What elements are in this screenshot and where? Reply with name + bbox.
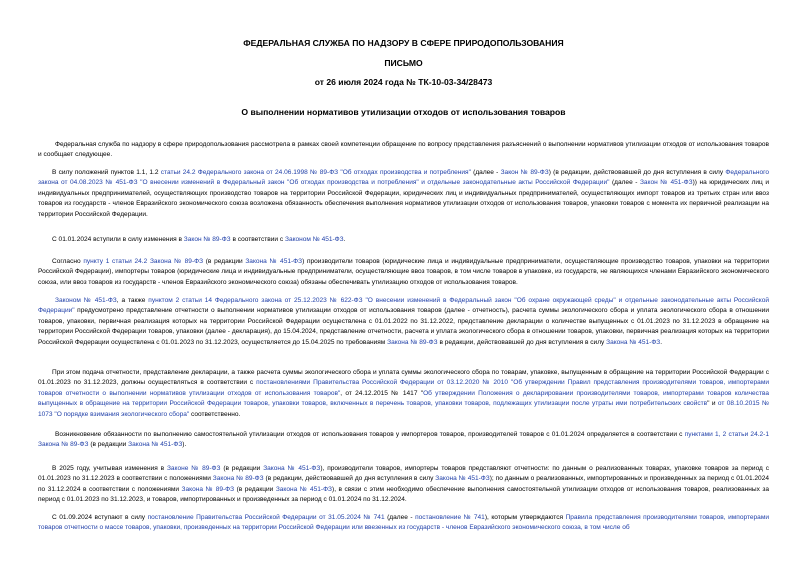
legal-reference-link[interactable]: Закона № 451-ФЗ <box>128 441 183 449</box>
paragraph-1 <box>38 140 769 161</box>
legal-reference-link[interactable]: Правила представления производителями товаров, импортерами товаров отчетности о массе товаров, упаковки, произведенных на территории Российской Федерации или ввезенных из государств - членов Евразийского экономического союза, в том числе об <box>38 514 769 532</box>
legal-reference-link[interactable]: Законе № 89-ФЗ <box>166 465 221 472</box>
paragraph-9 <box>38 513 769 534</box>
document-type: ПИСЬМО <box>384 58 423 68</box>
paragraph-text: При этом подача отчетности, представление декларации, а также расчета суммы экологического сбора и уплата суммы экологического сбора по товарам, упаковке, выпущенным в обращение на территории Российской Федерации с 01.01.2023 по 31.12.2023, должны осуществляться в соответствии с <box>38 369 769 387</box>
legal-reference-link[interactable]: пунктом 2 статьи 14 Федерального закона от 25.12.2023 № 622-ФЗ "О внесении изменений в Федеральный закон "Об охране окружающей среды" и отдельные законодательные акты Российской Федерации" <box>38 297 769 315</box>
legal-reference-link[interactable]: статьи 24.2 Федерального закона от 24.06.1998 № 89-ФЗ "Об отходах производства и потребления" <box>160 169 471 176</box>
legal-reference-link[interactable]: пункту 1 статьи 24.2 Закона № 89-ФЗ <box>83 258 204 265</box>
legal-reference-link[interactable]: Закона № 89-ФЗ <box>212 475 264 483</box>
paragraph-text: предусмотрено представление отчетности о выполнении нормативов утилизации отходов от использования товаров (далее - отчетность), расчета суммы экологического сбора и уплата экологического сбора в отношении товаров, упаковки, первичная реализация которых на территории Российской Федерации осуществлена с 01.01.2022 по 31.12.2022, представление декларации о количестве выпущенных с 01.01.2023 по 31.12.2023 в обращение на территории Российской Федерации товаров, упаковки (далее - декларация), до 15.04.2024, представление отчетности, расчета и уплата экологического сбора в отношении товаров, упаковки, первичная реализация которых на территории Российской Федерации осуществлена с 01.01.2023 по 31.12.2023, осуществляется до 15.04.2025 по требованиям <box>38 307 769 346</box>
paragraph-5 <box>38 296 769 348</box>
legal-reference-link[interactable]: Закона № 451-ФЗ <box>275 485 333 493</box>
legal-reference-link[interactable]: постановление Правительства Российской Федерации от 31.05.2024 № 741 <box>147 514 385 521</box>
paragraph-text: в редакции, действовавшей до дня вступления в силу <box>437 338 607 346</box>
legal-reference-link[interactable]: Федерального закона от 04.08.2023 № 451-ФЗ "О внесении изменений в Федеральный закон "Об отходах производства и потребления" и отдельные законодательные акты Российской Федерации" <box>38 169 769 187</box>
paragraph-text: (далее - <box>470 169 501 176</box>
paragraph-text: (в редакции <box>203 258 246 265</box>
legal-reference-link[interactable]: Закона № 451-ФЗ <box>245 258 303 265</box>
paragraph-text: в соответствии с <box>230 236 285 243</box>
legal-reference-link[interactable]: Закона № 451-ФЗ <box>606 338 661 346</box>
legal-reference-link[interactable]: Законом № 451-ФЗ <box>284 236 344 243</box>
paragraph-3 <box>38 235 769 245</box>
paragraph-6 <box>38 368 769 420</box>
document-subject: О выполнении нормативов утилизации отходов от использования товаров <box>241 107 566 117</box>
paragraph-text: С 01.09.2024 вступают в силу <box>52 514 148 521</box>
paragraph-text: соответственно. <box>189 410 241 418</box>
legal-reference-link[interactable]: Об утверждении Положения о декларировании производителями товаров, импортерами товаров количества выпущенных в обращение на территории Российской Федерации товаров, упаковки товаров, включенных в перечень товаров, упаковки товаров, подлежащих утилизации после утраты ими потребительских свойств <box>38 389 769 408</box>
paragraph-text: , а также <box>116 297 149 304</box>
paragraph-7 <box>38 430 769 451</box>
paragraph-text: (в редакции <box>88 441 129 449</box>
agency-title: ФЕДЕРАЛЬНАЯ СЛУЖБА ПО НАДЗОРУ В СФЕРЕ ПРИРОДОПОЛЬЗОВАНИЯ <box>243 38 564 48</box>
paragraph-text: . <box>343 236 346 243</box>
legal-reference-link[interactable]: пунктами 1, 2 статьи 24.2-1 Закона № 89-ФЗ <box>38 431 769 449</box>
paragraph-2 <box>38 168 769 220</box>
paragraph-text: В 2025 году, учитывая изменения в <box>52 465 167 472</box>
paragraph-text: (в редакции <box>234 485 276 493</box>
paragraph-text: (в редакции, действовавшей до дня вступления в силу <box>263 475 436 483</box>
paragraph-text: Согласно <box>52 258 84 265</box>
paragraph-text: ), которым утверждаются <box>484 514 566 521</box>
legal-reference-link[interactable]: Законом № 451-ФЗ <box>55 297 117 304</box>
paragraph-text: ), в связи с этим необходимо обеспечение выполнения самостоятельной утилизации отходов от использования товаров, реализованных за период с 01.01.2023 по 31.12.2023, и товаров, импортированных и произведенных за период с 01.01.2024 по 31.12.2024. <box>38 485 769 504</box>
paragraph-text: В силу положений пунктов 1.1, 1.2 <box>52 169 161 176</box>
paragraph-text: " и <box>707 400 718 408</box>
document-date-number: от 26 июля 2024 года № ТК-10-03-34/28473 <box>314 77 493 87</box>
paragraph-text: )) на юридических лиц и индивидуальных предпринимателей, осуществляющих производство товаров на территории Российской Федерации, юридических лиц и индивидуальных предпринимателей, осуществляющих импорт товаров из третьих стран или ввоз товаров из государств - членов Евразийского экономического союза возложена обязанность обеспечения выполнения нормативов утилизации отходов от использования товаров, упаковки товаров с момента их первичной реализации на территории Российской Федерации. <box>38 179 769 218</box>
legal-reference-link[interactable]: Закон № 451-ФЗ <box>639 179 693 187</box>
paragraph-8 <box>38 464 769 506</box>
paragraph-text: . <box>660 338 663 346</box>
paragraph-text: (далее - <box>384 514 416 521</box>
paragraph-text: , от 24.12.2015 № 1417 " <box>340 389 424 397</box>
legal-reference-link[interactable]: постановлениями Правительства Российской Федерации от 03.12.2020 № 2010 "Об утверждении Правил представления производителями товаров, импортерами товаров отчетности о выполнении нормативов утилизации отходов от использования товаров" <box>38 379 769 397</box>
legal-reference-link[interactable]: Закона № 451-ФЗ <box>263 465 321 472</box>
legal-reference-link[interactable]: Закона № 451-ФЗ <box>435 475 490 483</box>
paragraph-text: (в редакции <box>220 465 264 472</box>
legal-reference-link[interactable]: Закон № 89-ФЗ <box>500 169 549 176</box>
paragraph-text: Федеральная служба по надзору в сфере природопользования рассмотрела в рамках своей компетенции обращение по вопросу представления разъяснений о выполнении нормативов утилизации отходов от использования товаров и сообщает следующее. <box>38 141 769 159</box>
paragraph-text: ). <box>182 441 187 449</box>
paragraph-text: С 01.01.2024 вступили в силу изменения в <box>52 236 184 243</box>
legal-reference-link[interactable]: Закона № 89-ФЗ <box>387 338 438 346</box>
paragraph-4 <box>38 257 769 288</box>
paragraph-text: Возникновение обязанности по выполнению самостоятельной утилизации отходов от использования товаров у импортеров товаров, производителей товаров с 01.01.2024 определяется в соответствии с <box>55 431 685 438</box>
paragraph-text: ); по данным о реализованных, импортированных и произведенных за период с 01.01.2024 по 31.12.2024 в соответствии с положениями <box>38 475 769 493</box>
paragraph-text: ) (в редакции, действовавшей до дня вступления в силу <box>548 169 726 176</box>
paragraph-text: ) производители товаров (юридические лица и индивидуальные предприниматели, осуществляющие производство товаров, упаковки на территории Российской Федерации), импортеры товаров (юридические лица и индивидуальные предприниматели, осуществляющие ввоз товаров, в том числе товаров в упаковке, из государств, не являющихся членами Евразийского экономического союза, или ввоз товаров из государств - членов Евразийского экономического союза) обязаны обеспечивать утилизацию отходов от использования товаров. <box>38 258 769 286</box>
legal-reference-link[interactable]: постановление № 741 <box>415 514 485 521</box>
legal-reference-link[interactable]: Закона № 89-ФЗ <box>181 485 235 493</box>
paragraph-text: ), производители товаров, импортеры товаров представляют отчетности: по данным о реализованных товарах, упаковке товаров за период с 01.01.2023 по 31.12.2023 в соответствии с положениями <box>38 465 769 483</box>
paragraph-text: (далее - <box>609 179 640 187</box>
legal-reference-link[interactable]: Закон № 89-ФЗ <box>183 236 231 243</box>
legal-reference-link[interactable]: от 08.10.2015 № 1073 "О порядке взимания экологического сбора" <box>38 400 769 418</box>
